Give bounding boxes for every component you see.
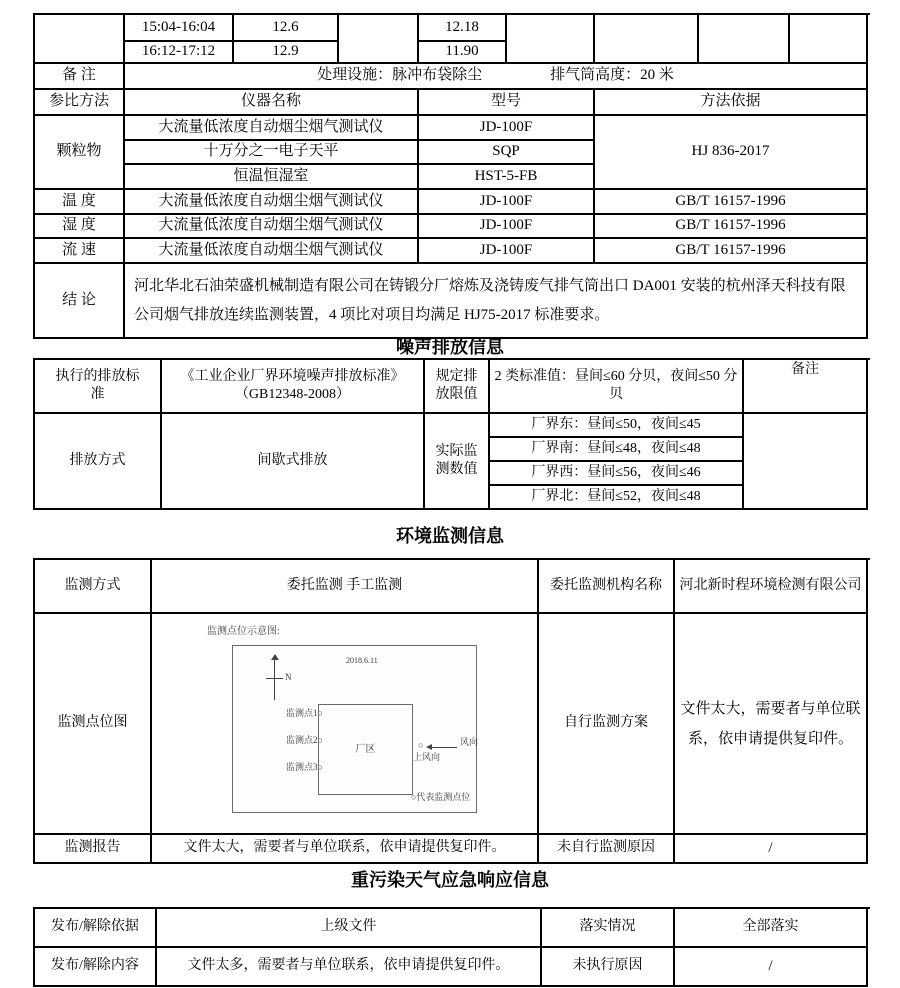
empty-cell <box>699 15 790 64</box>
model-cell: JD-100F <box>419 239 595 264</box>
empty-cell <box>35 15 125 64</box>
conclusion-text: 河北华北石油荣盛机械制造有限公司在铸锻分厂熔炼及浇铸废气排气筒出口 DA001 安装的杭州泽天科技有限公司烟气排放连续监测装置，4 项比对项目均满足 HJ75-2017 标准要求。 <box>125 264 868 339</box>
empty-cell <box>339 15 419 64</box>
actual-monitor-label: 实际监测数值 <box>425 414 490 510</box>
model-cell: JD-100F <box>419 190 595 215</box>
basis-header: 方法依据 <box>595 90 868 116</box>
wind-marker: ○ <box>418 740 424 750</box>
monitor-point-map-label: 监测点位图 <box>35 614 152 835</box>
noise-section-title: 噪声排放信息 <box>396 337 504 357</box>
remark-content <box>125 64 868 90</box>
model-cell: JD-100F <box>419 215 595 239</box>
diagram-caption: 监测点位示意图: <box>207 626 280 637</box>
diagram-legend: ○代表监测点位 <box>411 792 471 802</box>
no-self-monitor-reason-value: / <box>675 835 868 864</box>
monitor-report-label: 监测报告 <box>35 835 152 864</box>
north-arrow-crossbar <box>266 678 283 679</box>
not-executed-reason-value: / <box>675 948 868 987</box>
factory-area-label: 厂区 <box>355 744 376 755</box>
noise-limit-value: 2 类标准值：昼间≤60 分贝，夜间≤50 分贝 <box>490 360 744 414</box>
north-arrow-line <box>274 658 275 700</box>
value-cell: 12.9 <box>234 42 339 64</box>
noise-remark-header: 备注 <box>744 360 868 414</box>
value-cell: 12.6 <box>234 15 339 42</box>
wind-arrow-line <box>431 747 457 748</box>
time-range-cell: 15:04-16:04 <box>125 15 234 42</box>
release-basis-label: 发布/解除依据 <box>35 909 157 948</box>
monitor-org-label: 委托监测机构名称 <box>539 560 675 614</box>
boundary-east-cell: 厂界东：昼间≤50，夜间≤45 <box>490 414 744 438</box>
emergency-section-title: 重污染天气应急响应信息 <box>351 870 549 890</box>
boundary-west-cell: 厂界西：昼间≤56，夜间≤46 <box>490 462 744 486</box>
basis-cell: GB/T 16157-1996 <box>595 215 868 239</box>
noise-standard-label: 执行的排放标准 <box>35 360 162 414</box>
monitor-mode-label: 监测方式 <box>35 560 152 614</box>
diagram-boundary <box>232 645 477 813</box>
instrument-cell: 大流量低浓度自动烟尘烟气测试仪 <box>125 215 419 239</box>
env-section-title: 环境监测信息 <box>396 526 504 546</box>
release-basis-value: 上级文件 <box>157 909 542 948</box>
noise-standard-name: 《工业企业厂界环境噪声排放标准》（GB12348-2008） <box>162 360 425 414</box>
instrument-cell: 大流量低浓度自动烟尘烟气测试仪 <box>125 239 419 264</box>
flow-rate-label: 流 速 <box>35 239 125 264</box>
empty-cell <box>595 15 699 64</box>
emission-mode-value: 间歇式排放 <box>162 414 425 510</box>
release-content-label: 发布/解除内容 <box>35 948 157 987</box>
emission-mode-label: 排放方式 <box>35 414 162 510</box>
monitor-point-3-label: 监测点3○ <box>286 762 323 772</box>
model-header: 型号 <box>419 90 595 116</box>
instrument-cell: 恒温恒湿室 <box>125 165 419 190</box>
north-arrow-icon <box>271 654 279 660</box>
model-cell: SQP <box>419 141 595 165</box>
monitor-report-value: 文件太大，需要者与单位联系，依申请提供复印件。 <box>152 835 539 864</box>
not-executed-reason-label: 未执行原因 <box>542 948 675 987</box>
empty-cell <box>790 15 868 64</box>
basis-cell: HJ 836-2017 <box>595 116 868 190</box>
self-monitor-plan-value: 文件太大，需要者与单位联系，依申请提供复印件。 <box>675 614 868 835</box>
monitor-point-diagram <box>152 614 539 835</box>
treatment-facility-text: 处理设施：脉冲布袋除尘 <box>317 67 483 84</box>
value-cell: 12.18 <box>419 15 507 42</box>
value-cell: 11.90 <box>419 42 507 64</box>
noise-limit-label: 规定排放限值 <box>425 360 490 414</box>
remark-label: 备 注 <box>35 64 125 90</box>
north-label: N <box>285 672 292 682</box>
time-range-cell: 16:12-17:12 <box>125 42 234 64</box>
monitor-mode-value: 委托监测 手工监测 <box>152 560 539 614</box>
monitor-point-2-label: 监测点2○ <box>286 735 323 745</box>
stack-height-text: 排气筒高度：20 米 <box>550 67 674 84</box>
ref-method-label: 参比方法 <box>35 90 125 116</box>
monitor-org-value: 河北新时程环境检测有限公司 <box>675 560 868 614</box>
particulate-label: 颗粒物 <box>35 116 125 190</box>
instrument-cell: 十万分之一电子天平 <box>125 141 419 165</box>
empty-cell <box>507 15 595 64</box>
instrument-header: 仪器名称 <box>125 90 419 116</box>
conclusion-label: 结 论 <box>35 264 125 339</box>
emergency-table <box>33 907 870 987</box>
flue-gas-comparison-table <box>33 13 870 339</box>
wind-label: 风向 <box>460 737 479 747</box>
humidity-label: 湿 度 <box>35 215 125 239</box>
monitor-point-1-label: 监测点1○ <box>286 708 323 718</box>
no-self-monitor-reason-label: 未自行监测原因 <box>539 835 675 864</box>
boundary-south-cell: 厂界南：昼间≤48，夜间≤48 <box>490 438 744 462</box>
temperature-label: 温 度 <box>35 190 125 215</box>
instrument-cell: 大流量低浓度自动烟尘烟气测试仪 <box>125 190 419 215</box>
env-monitor-table <box>33 558 870 864</box>
self-monitor-plan-label: 自行监测方案 <box>539 614 675 835</box>
noise-table <box>33 358 870 510</box>
implementation-status-value: 全部落实 <box>675 909 868 948</box>
upwind-label: 上风向 <box>413 752 441 762</box>
basis-cell: GB/T 16157-1996 <box>595 239 868 264</box>
implementation-status-label: 落实情况 <box>542 909 675 948</box>
factory-area-rect <box>318 704 413 795</box>
empty-cell <box>744 414 868 510</box>
release-content-value: 文件太多，需要者与单位联系，依申请提供复印件。 <box>157 948 542 987</box>
basis-cell: GB/T 16157-1996 <box>595 190 868 215</box>
model-cell: JD-100F <box>419 116 595 141</box>
instrument-cell: 大流量低浓度自动烟尘烟气测试仪 <box>125 116 419 141</box>
boundary-north-cell: 厂界北：昼间≤52，夜间≤48 <box>490 486 744 510</box>
diagram-date: 2018.6.11 <box>346 656 378 665</box>
model-cell: HST-5-FB <box>419 165 595 190</box>
